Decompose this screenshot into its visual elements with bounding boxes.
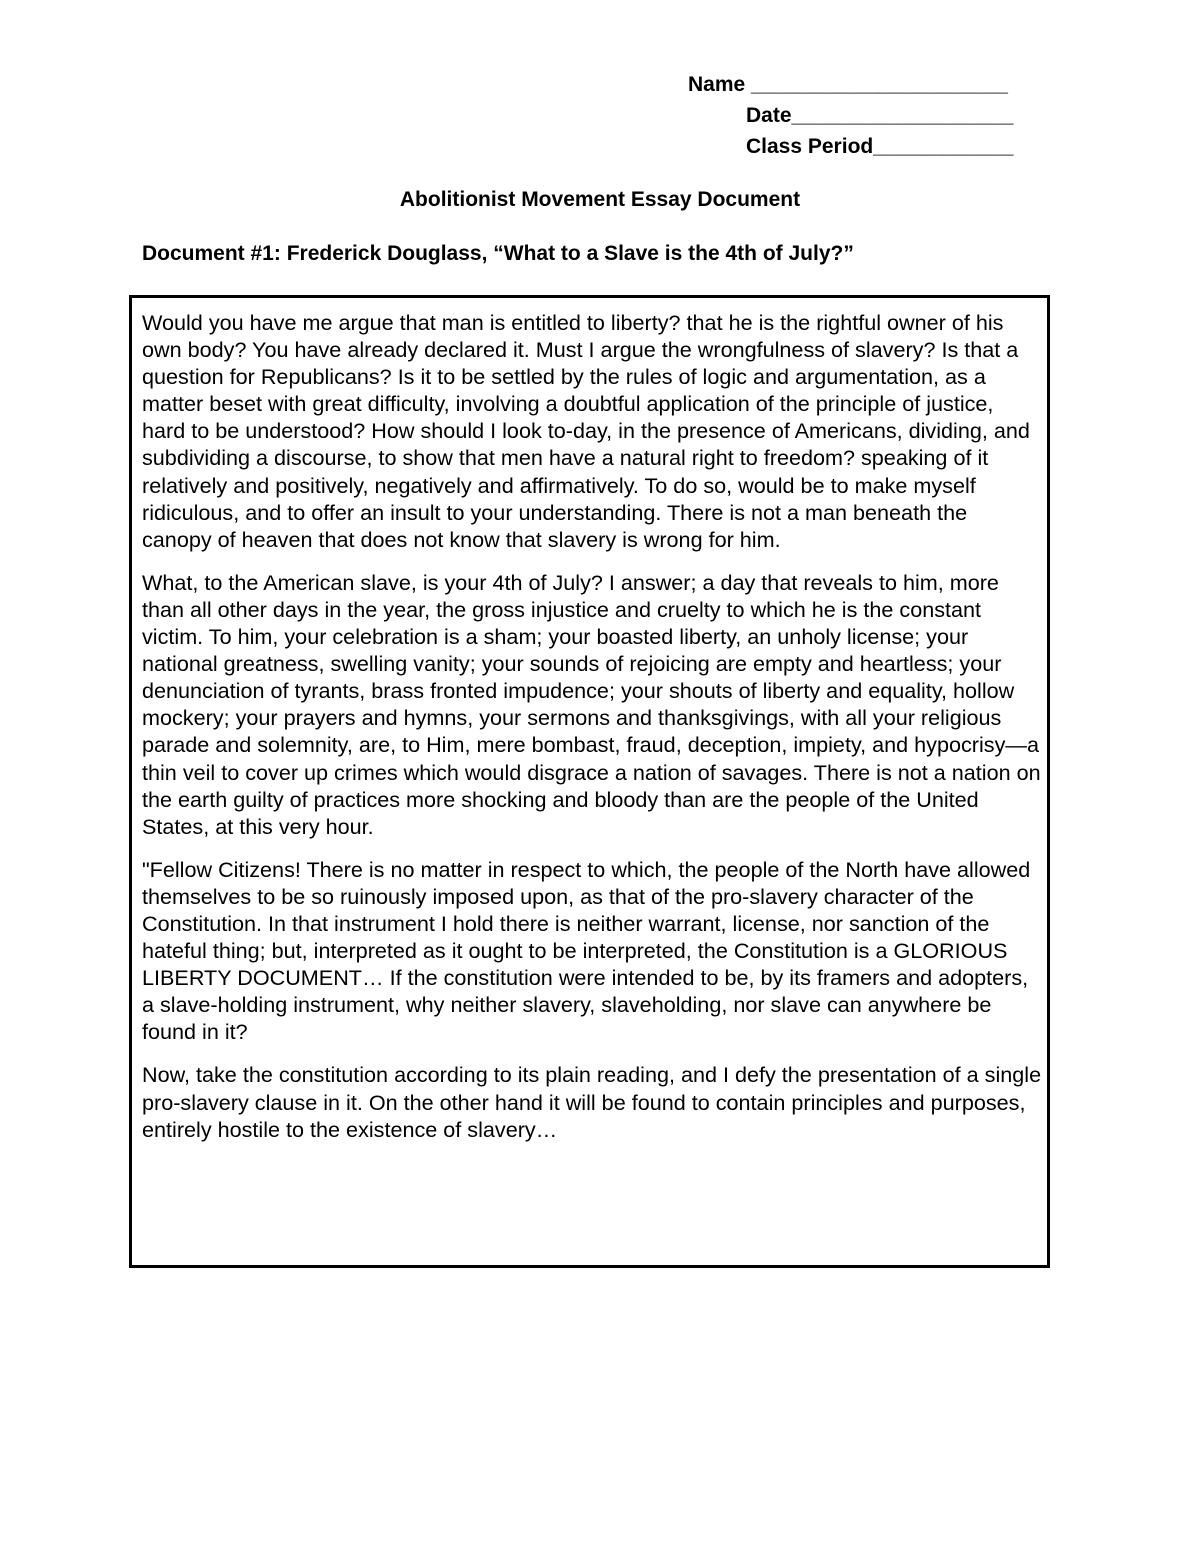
excerpt-paragraph-2: What, to the American slave, is your 4th of July? I answer; a day that reveals to him, more than all other days in the year, the gross injustice and cruelty to which he is the constant victim. To him, your celebration is a sham; your boasted liberty, an unholy license; your national greatness, swelling vanity; your sounds of rejoicing are empty and heartless; your denunciation of tyrants, brass fronted impudence; your shouts of liberty and equality, hollow mockery; your prayers and hymns, your sermons and thanksgivings, with all your religious parade and solemnity, are, to Him, mere bombast, fraud, deception, impiety, and hypocrisy—a thin veil to cover up crimes which would disgrace a nation of savages. There is not a nation on the earth guilty of practices more shocking and bloody than are the people of the United States, at this very hour. bbox=[142, 569, 1041, 839]
name-field: Name ______________________ bbox=[688, 73, 1008, 96]
excerpt-paragraph-4: Now, take the constitution according to its plain reading, and I defy the presentation of a single pro-slavery clause in it. On the other hand it will be found to contain principles and purposes, entirely hostile to the existence of slavery… bbox=[142, 1062, 1042, 1142]
date-field: Date___________________ bbox=[746, 104, 1014, 127]
excerpt-box bbox=[129, 295, 1050, 1268]
excerpt-paragraph-3: "Fellow Citizens! There is no matter in respect to which, the people of the North have allowed themselves to be so ruinously imposed upon, as that of the pro-slavery character of the Constitution. In that instrument I hold there is neither warrant, license, nor sanction of the hateful thing; but, interpreted as it ought to be interpreted, the Constitution is a GLORIOUS LIBERTY DOCUMENT… If the constitution were intended to be, by its framers and adopters, a slave-holding instrument, why neither slavery, slaveholding, nor slave can anywhere be found in it? bbox=[142, 856, 1031, 1045]
page-title: Abolitionist Movement Essay Document bbox=[399, 188, 801, 211]
class-period-field: Class Period____________ bbox=[746, 135, 1014, 158]
document-heading: Document #1: Frederick Douglass, “What to a Slave is the 4th of July?” bbox=[142, 242, 854, 265]
excerpt-paragraph-1: Would you have me argue that man is entitled to liberty? that he is the rightful owner of his own body? You have already declared it. Must I argue the wrongfulness of slavery? Is that a question for Republicans? Is it to be settled by the rules of logic and argumentation, as a matter beset with great difficulty, involving a doubtful application of the principle of justice, hard to be understood? How should I look to-day, in the presence of Americans, dividing, and subdividing a discourse, to show that men have a natural right to freedom? speaking of it relatively and positively, negatively and affirmatively. To do so, would be to make myself ridiculous, and to offer an insult to your understanding. There is not a man beneath the canopy of heaven that does not know that slavery is wrong for him. bbox=[142, 310, 1030, 552]
excerpt-text bbox=[142, 309, 1042, 1159]
